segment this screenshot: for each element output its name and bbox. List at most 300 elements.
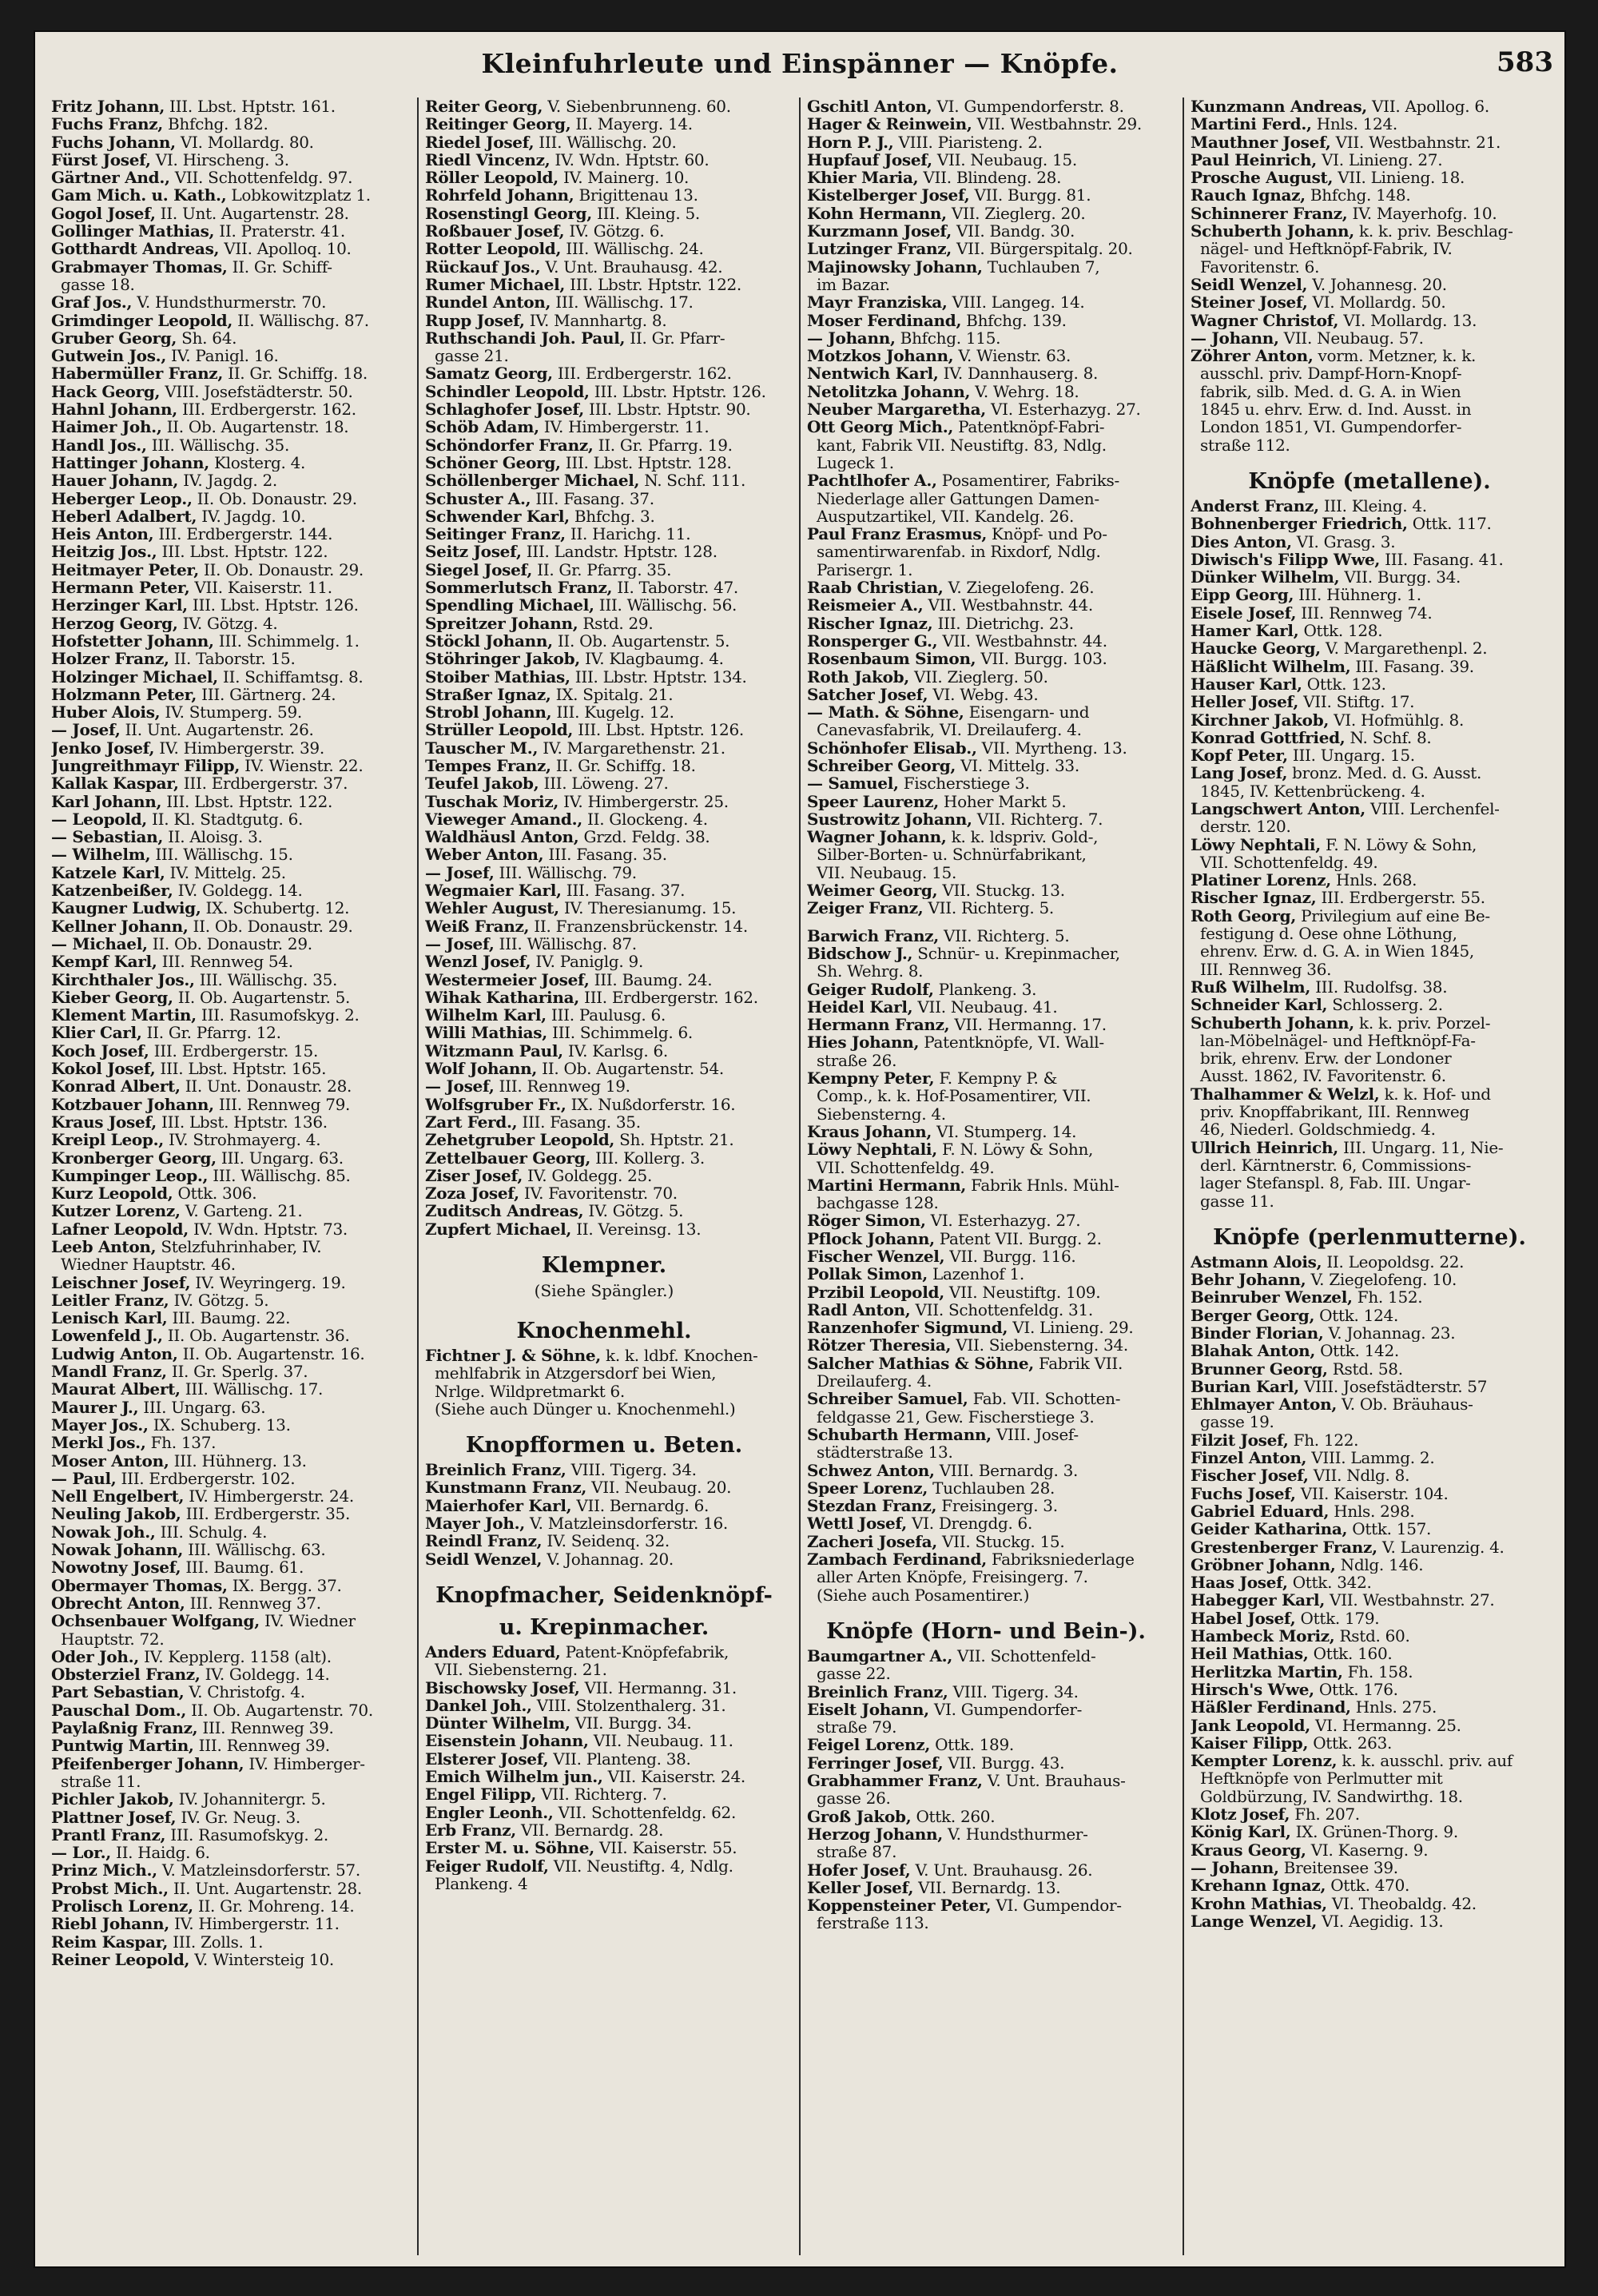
entry-name: Habermüller Franz, — [51, 364, 224, 383]
entry-address: VII. Schottenfeld- — [952, 1646, 1096, 1665]
entry-name: Straßer Ignaz, — [425, 685, 551, 704]
entry-name: Wolfsgruber Fr., — [425, 1095, 566, 1113]
directory-entry — [807, 1283, 1165, 1301]
entry-name: Burian Karl, — [1191, 1377, 1299, 1396]
directory-entry — [807, 1808, 1165, 1825]
directory-entry — [807, 115, 1165, 133]
entry-continuation — [807, 507, 1165, 525]
directory-entry — [1191, 871, 1548, 889]
directory-entry — [51, 186, 411, 204]
directory-entry — [1191, 186, 1548, 204]
directory-entry — [51, 1933, 411, 1951]
entry-continuation — [1191, 1120, 1548, 1138]
directory-entry — [1191, 1502, 1548, 1520]
entry-address: VII. Blindeng. 28. — [918, 169, 1062, 187]
entry-address: Ndlg. 146. — [1335, 1555, 1424, 1574]
entry-name: Binder Florian, — [1191, 1324, 1324, 1343]
entry-address: III. Wällischg. 63. — [183, 1541, 326, 1559]
entry-address: gasse 18. — [61, 275, 135, 294]
entry-name: Haucke Georg, — [1191, 639, 1321, 658]
entry-name: Leeb Anton, — [51, 1238, 157, 1256]
entry-address: V. Johannesg. 20. — [1307, 275, 1447, 294]
entry-address: IV. Himbergerstr. 39. — [154, 738, 324, 757]
directory-entry — [51, 739, 411, 757]
directory-entry — [51, 953, 411, 970]
entry-name: Neuber Margaretha, — [807, 400, 986, 419]
entry-address: V. Wintersteig 10. — [189, 1950, 334, 1969]
directory-entry — [51, 347, 411, 364]
entry-name: Stoiber Mathias, — [425, 667, 570, 686]
directory-entry — [51, 668, 411, 686]
entry-name: Seidl Wenzel, — [1191, 275, 1308, 294]
entry-name: Schöllenberger Michael, — [425, 472, 640, 490]
entry-address: VIII. Josefstädterstr. 57 — [1298, 1377, 1488, 1396]
entry-name: Herzog Johann, — [807, 1824, 943, 1844]
entry-name: Graf Jos., — [51, 293, 133, 312]
entry-address: IV. Jagdg. 2. — [178, 472, 277, 490]
entry-address: V. Wienstr. 63. — [953, 347, 1071, 365]
entry-address: Lazenhof 1. — [927, 1265, 1024, 1283]
entry-address: Ottk. 342. — [1287, 1574, 1372, 1592]
entry-name: — Wilhelm, — [51, 846, 151, 864]
entry-name: Lafner Leopold, — [51, 1220, 189, 1238]
entry-address: IV. Stumperg. 59. — [160, 703, 302, 722]
entry-address: III. Wällischg. 20. — [534, 133, 677, 151]
entry-name: Bidschow J., — [807, 944, 913, 963]
entry-name: Reitinger Georg, — [425, 115, 571, 133]
entry-name: Schuster A., — [425, 489, 531, 507]
entry-address: straße 11. — [61, 1772, 141, 1791]
entry-address: III. Dietrichg. 23. — [932, 614, 1074, 632]
entry-address: k. k. ausschl. priv. auf — [1337, 1752, 1513, 1770]
entry-address: III. Kollerg. 3. — [590, 1148, 705, 1167]
entry-address: derl. Kärntnerstr. 6, Commissions- — [1200, 1156, 1472, 1175]
directory-entry — [807, 1212, 1165, 1229]
directory-entry — [51, 650, 411, 667]
directory-entry — [51, 115, 411, 133]
entry-address: Bhfchg. 148. — [1305, 186, 1411, 205]
directory-entry — [807, 383, 1165, 400]
spacer — [1191, 1210, 1548, 1220]
entry-address: Fh. 158. — [1342, 1662, 1413, 1681]
entry-name: Moser Ferdinand, — [807, 311, 962, 329]
entry-address: VI. Kaserng. 9. — [1306, 1840, 1429, 1859]
directory-entry — [807, 1514, 1165, 1532]
entry-address: III. Rennweg 36. — [1200, 960, 1332, 978]
entry-name: Schuberth Johann, — [1191, 1013, 1354, 1032]
entry-address: VII. Westbahnstr. 29. — [972, 115, 1142, 133]
entry-name: Prinz Mich., — [51, 1861, 157, 1880]
entry-address: VII. Neubaug. 20. — [586, 1478, 732, 1497]
entry-name: Feigel Lorenz, — [807, 1736, 931, 1754]
directory-entry — [425, 1643, 783, 1661]
entry-continuation — [425, 1661, 783, 1678]
directory-entry — [425, 846, 783, 863]
directory-entry — [807, 998, 1165, 1016]
entry-name: Leischner Josef, — [51, 1273, 191, 1291]
directory-entry — [51, 1541, 411, 1558]
entry-address: III. Baumg. 24. — [589, 970, 713, 989]
directory-entry — [1191, 907, 1548, 925]
entry-continuation — [807, 1665, 1165, 1682]
entry-address: VI. Drengdg. 6. — [906, 1514, 1033, 1533]
entry-name: Gotthardt Andreas, — [51, 240, 220, 258]
entry-name: Moser Anton, — [51, 1451, 169, 1470]
entry-address: VIII. Bernardg. 3. — [934, 1461, 1079, 1479]
entry-address: im Bazar. — [817, 275, 890, 294]
entry-address: III. Fasang. 37. — [561, 881, 686, 900]
entry-name: Bischowsky Josef, — [425, 1678, 580, 1697]
entry-address: II. Wällischg. 87. — [233, 311, 369, 329]
entry-name: Schreiber Georg, — [807, 756, 956, 775]
entry-continuation — [807, 864, 1165, 881]
entry-name: Kempter Lorenz, — [1191, 1752, 1338, 1770]
entry-name: Fischer Josef, — [1191, 1466, 1309, 1485]
directory-entry — [51, 1594, 411, 1612]
directory-entry — [807, 1879, 1165, 1896]
directory-entry — [425, 864, 783, 881]
entry-address: Patent VII. Burgg. 2. — [934, 1229, 1102, 1247]
entry-name: Dankel Joh., — [425, 1696, 532, 1715]
entry-name: Mandl Franz, — [51, 1363, 167, 1381]
entry-name: — Johann, — [1191, 328, 1279, 348]
directory-entry — [425, 222, 783, 240]
entry-address: III. Rennweg 39. — [193, 1737, 330, 1755]
entry-name: — Josef, — [425, 1077, 495, 1096]
directory-entry — [807, 364, 1165, 382]
entry-name: Ruß Wilhelm, — [1191, 977, 1311, 997]
directory-entry — [51, 1487, 411, 1505]
directory-entry — [425, 1167, 783, 1184]
entry-name: Häßler Ferdinand, — [1191, 1698, 1351, 1717]
directory-entry — [1191, 1271, 1548, 1288]
entry-name: Kempny Peter, — [807, 1069, 935, 1088]
entry-name: Herzinger Karl, — [51, 596, 188, 615]
directory-entry — [807, 739, 1165, 757]
entry-name: Nell Engelbert, — [51, 1487, 185, 1506]
section-heading: Knöpfe (perlenmutterne). — [1213, 1224, 1526, 1250]
entry-name: Behr Johann, — [1191, 1271, 1306, 1289]
entry-address: III. Lbst. Hptstr. 165. — [155, 1060, 327, 1078]
entry-address: VI. Grasg. 3. — [1291, 532, 1396, 551]
entry-address: gasse 22. — [817, 1665, 891, 1683]
directory-entry — [807, 899, 1165, 917]
directory-entry — [807, 1550, 1165, 1568]
directory-entry — [425, 454, 783, 472]
directory-entry — [51, 1077, 411, 1095]
entry-name: Anderst Franz, — [1191, 496, 1319, 515]
entry-address: V. Ob. Bräuhaus- — [1337, 1395, 1473, 1414]
entry-continuation — [1191, 1067, 1548, 1084]
entry-address: Niederlage aller Gattungen Damen- — [817, 489, 1099, 507]
entry-continuation — [807, 721, 1165, 738]
directory-entry — [1191, 1895, 1548, 1912]
entry-address: II. Gr. Mohreng. 14. — [193, 1896, 355, 1916]
entry-address: VI. Mollardg. 80. — [175, 133, 314, 151]
entry-address: V. Matzleinsdorferstr. 16. — [524, 1514, 728, 1533]
entry-name: Ochsenbauer Wolfgang, — [51, 1612, 260, 1630]
entry-address: III. Lbstr. Hptstr. 134. — [570, 667, 747, 686]
entry-address: k. k. ldspriv. Gold-, — [946, 828, 1099, 846]
entry-name: Groß Jakob, — [807, 1807, 912, 1825]
directory-entry — [807, 1069, 1165, 1087]
entry-address: straße 79. — [817, 1718, 897, 1737]
entry-name: Leitler Franz, — [51, 1291, 169, 1310]
directory-entry — [425, 97, 783, 115]
entry-continuation — [51, 1773, 411, 1790]
entry-address: Posamentirer, Fabriks- — [936, 472, 1119, 490]
directory-entry — [425, 186, 783, 204]
directory-entry — [807, 1426, 1165, 1443]
entry-address: VI. Linieng. 27. — [1316, 150, 1443, 169]
directory-entry — [807, 1479, 1165, 1497]
entry-name: Schöndorfer Franz, — [425, 436, 594, 454]
entry-continuation — [425, 1364, 783, 1382]
directory-entry — [51, 1345, 411, 1363]
entry-address: fabrik, silb. Med. d. G. A. in Wien — [1200, 382, 1461, 401]
entry-name: — Paul, — [51, 1469, 117, 1488]
entry-name: Ehlmayer Anton, — [1191, 1395, 1337, 1414]
entry-address: II. Unt. Donaustr. 28. — [180, 1077, 352, 1096]
directory-entry — [1191, 1378, 1548, 1395]
entry-address: Klosterg. 4. — [209, 453, 306, 472]
entry-continuation — [1191, 400, 1548, 418]
entry-address: gasse 26. — [817, 1789, 891, 1808]
entry-address: VII. Richterg. 5. — [923, 899, 1054, 917]
entry-address: III. Erdbergerstr. 162. — [552, 364, 732, 383]
directory-entry — [1191, 151, 1548, 169]
entry-address: II. Gr. Pfarrg. 19. — [593, 436, 733, 454]
directory-entry — [807, 632, 1165, 650]
entry-name: Paylaßnig Franz, — [51, 1719, 198, 1737]
entry-name: Filzit Josef, — [1191, 1431, 1289, 1450]
entry-address: k. k. Hof- und — [1379, 1084, 1491, 1104]
directory-entry — [51, 1915, 411, 1932]
directory-entry — [425, 1184, 783, 1202]
entry-name: Breinlich Franz, — [807, 1682, 948, 1701]
directory-entry — [51, 1309, 411, 1327]
entry-continuation — [1191, 240, 1548, 257]
directory-entry — [807, 205, 1165, 222]
directory-entry — [51, 1809, 411, 1826]
entry-address: III. Lbst. Hptstr. 122. — [161, 792, 333, 810]
entry-address: IV. Dannhauserg. 8. — [938, 364, 1099, 383]
entry-address: IV. Mayerhofg. 10. — [1347, 204, 1497, 223]
entry-name: Barwich Franz, — [807, 926, 939, 945]
entry-continuation — [1191, 1174, 1548, 1192]
entry-address: mehlfabrik in Atzgersdorf bei Wien, — [435, 1364, 717, 1383]
entry-address: Knöpf- und Po- — [987, 525, 1107, 543]
entry-name: Röller Leopold, — [425, 169, 559, 187]
entry-address: N. Schf. 111. — [639, 472, 746, 490]
directory-entry — [1191, 133, 1548, 151]
entry-name: Obermayer Thomas, — [51, 1576, 228, 1594]
directory-entry — [1191, 1466, 1548, 1484]
entry-name: Hirsch's Wwe, — [1191, 1680, 1314, 1699]
entry-address: Ottk. 263. — [1308, 1733, 1393, 1753]
directory-entry — [51, 1719, 411, 1737]
entry-name: Schönhofer Elisab., — [807, 738, 977, 757]
entry-name: Obsterziel Franz, — [51, 1665, 201, 1684]
directory-entry — [1191, 1627, 1548, 1645]
directory-entry — [425, 383, 783, 400]
directory-entry — [51, 1737, 411, 1754]
directory-entry — [425, 703, 783, 721]
entry-address: gasse 19. — [1200, 1413, 1274, 1431]
entry-name: Kistelberger Josef, — [807, 186, 970, 205]
entry-name: Jungreithmayr Filipp, — [51, 756, 240, 775]
entry-name: Fichtner J. & Söhne, — [425, 1347, 601, 1365]
directory-entry — [51, 1452, 411, 1470]
entry-address: V. Hundsthurmerstr. 70. — [132, 293, 327, 312]
entry-name: — Sebastian, — [51, 828, 164, 846]
entry-address: VI. Stumperg. 14. — [932, 1122, 1077, 1141]
entry-name: Hermann Peter, — [51, 579, 190, 597]
entry-name: Samatz Georg, — [425, 364, 553, 383]
entry-name: Habegger Karl, — [1191, 1591, 1325, 1610]
entry-address: VI. Mollardg. 50. — [1307, 293, 1446, 312]
entry-name: Reindl Franz, — [425, 1532, 543, 1550]
directory-entry — [425, 1060, 783, 1077]
entry-address: Ottk. 142. — [1315, 1342, 1399, 1360]
entry-address: III. Ungarg. 63. — [216, 1148, 344, 1167]
entry-address: kant, Fabrik VII. Neustiftg. 83, Ndlg. — [817, 436, 1107, 454]
entry-name: Roth Jakob, — [807, 667, 909, 686]
entry-continuation — [807, 1052, 1165, 1069]
entry-address: VII. Neustiftg. 4, Ndlg. — [548, 1856, 733, 1875]
entry-address: III. Löweng. 27. — [539, 774, 669, 793]
entry-name: Heidel Karl, — [807, 997, 913, 1017]
directory-entry — [51, 596, 411, 614]
entry-address: IV. Goldegg. 25. — [523, 1166, 652, 1185]
directory-entry — [1191, 1574, 1548, 1591]
entry-name: Pichler Jakob, — [51, 1790, 174, 1809]
entry-address: III. Rasumofskyg. 2. — [165, 1825, 328, 1844]
entry-address: k. k. priv. Porzel- — [1354, 1013, 1491, 1032]
entry-name: Tauscher M., — [425, 738, 539, 757]
entry-name: Lange Wenzel, — [1191, 1912, 1318, 1931]
entry-address: Ottk. 157. — [1347, 1520, 1432, 1538]
entry-name: Erb Franz, — [425, 1820, 516, 1840]
entry-name: Seidl Wenzel, — [425, 1550, 543, 1568]
entry-name: Löwy Nephtali, — [807, 1140, 937, 1159]
directory-entry — [1191, 1288, 1548, 1306]
directory-entry — [807, 1230, 1165, 1247]
entry-name: Witzmann Paul, — [425, 1041, 563, 1060]
entry-name: Strüller Leopold, — [425, 721, 574, 739]
entry-name: Plattner Josef, — [51, 1808, 177, 1826]
directory-entry — [425, 329, 783, 347]
entry-address: Brigittenau 13. — [574, 186, 698, 205]
entry-address: III. Kleing. 5. — [591, 204, 700, 223]
entry-address: VII. Neubaug. 41. — [912, 997, 1058, 1017]
entry-name: Waldhäusl Anton, — [425, 828, 579, 846]
entry-name: König Karl, — [1191, 1823, 1291, 1841]
directory-entry — [51, 169, 411, 186]
directory-entry — [807, 1140, 1165, 1158]
entry-address: VIII. Josef- — [991, 1425, 1079, 1444]
entry-address: F. N. Löwy & Sohn, — [936, 1140, 1094, 1159]
entry-name: Kumpinger Leop., — [51, 1166, 209, 1185]
directory-entry — [51, 935, 411, 953]
entry-address: Plankeng. 3. — [933, 980, 1037, 998]
directory-entry — [807, 258, 1165, 276]
column-4 — [1183, 97, 1548, 2255]
entry-name: Pollak Simon, — [807, 1265, 928, 1283]
directory-entry — [51, 810, 411, 828]
entry-name: Hager & Reinwein, — [807, 115, 972, 133]
entry-address: VI. Gumpendor- — [991, 1896, 1122, 1915]
section-heading: Knochenmehl. — [516, 1319, 692, 1343]
entry-address: IV. Kepplerg. 1158 (alt). — [138, 1647, 332, 1666]
directory-entry — [807, 1647, 1165, 1665]
directory-entry — [1191, 169, 1548, 186]
directory-entry — [1191, 1431, 1548, 1449]
entry-name: Hahnl Johann, — [51, 400, 177, 419]
directory-entry — [51, 1434, 411, 1451]
entry-name: Wettl Josef, — [807, 1514, 907, 1533]
directory-entry — [51, 1202, 411, 1220]
entry-continuation — [807, 1843, 1165, 1860]
entry-address: II. Aloisg. 3. — [163, 828, 263, 846]
entry-address: 1845 u. ehrv. Erw. d. Ind. Ausst. in — [1200, 400, 1472, 419]
directory-entry — [51, 1167, 411, 1184]
directory-entry — [425, 507, 783, 525]
directory-entry — [807, 186, 1165, 204]
entry-address: IV. Götzg. 6. — [564, 222, 665, 241]
entry-name: Ludwig Anton, — [51, 1344, 178, 1363]
entry-name: Zupfert Michael, — [425, 1220, 572, 1238]
entry-name: Part Sebastian, — [51, 1683, 185, 1701]
entry-continuation — [1191, 1192, 1548, 1210]
entry-address: VII. Neubaug. 11. — [588, 1732, 733, 1750]
entry-address: IV. Margarethenstr. 21. — [538, 738, 725, 757]
entry-address: II. Ob. Donaustr. 29. — [198, 560, 364, 579]
entry-address: Rstd. 60. — [1334, 1627, 1410, 1645]
entry-name: Kirchner Jakob, — [1191, 710, 1330, 729]
directory-entry — [51, 1060, 411, 1077]
column-2 — [417, 97, 783, 2255]
entry-address: VIII. Piaristeng. 2. — [893, 133, 1043, 151]
directory-entry — [51, 240, 411, 257]
entry-address: III. Wällischg. 56. — [594, 596, 737, 615]
entry-name: Oder Joh., — [51, 1647, 139, 1666]
directory-entry — [807, 1265, 1165, 1283]
entry-continuation — [807, 436, 1165, 454]
entry-name: Rischer Ignaz, — [1191, 889, 1317, 907]
entry-name: Gruber Georg, — [51, 328, 177, 348]
directory-entry — [425, 1347, 783, 1364]
directory-entry — [51, 383, 411, 400]
entry-address: VII. Myrtheng. 13. — [976, 738, 1127, 757]
entry-address: II. Unt. Augartenstr. 26. — [120, 721, 314, 739]
entry-address: II. Ob. Augartenstr. 5. — [552, 631, 730, 651]
entry-name: Westermeier Josef, — [425, 970, 590, 989]
entry-name: Salcher Mathias & Söhne, — [807, 1354, 1034, 1373]
entry-name: Pfeifenberger Johann, — [51, 1754, 244, 1773]
directory-entry — [1191, 1085, 1548, 1103]
entry-address: Fh. 137. — [145, 1434, 217, 1452]
entry-address: VII. Stuckg. 15. — [936, 1532, 1065, 1551]
entry-address: VII. Hermanng. 17. — [949, 1016, 1107, 1034]
entry-address: VIII. Josefstädterstr. 50. — [160, 382, 353, 401]
entry-name: Lenisch Karl, — [51, 1309, 168, 1327]
entry-address: Hnls. 124. — [1311, 115, 1397, 133]
entry-address: IX. Bergg. 37. — [227, 1576, 342, 1594]
directory-entry — [425, 418, 783, 436]
directory-entry — [1191, 604, 1548, 622]
entry-address: IV. Wiedner — [259, 1612, 356, 1630]
